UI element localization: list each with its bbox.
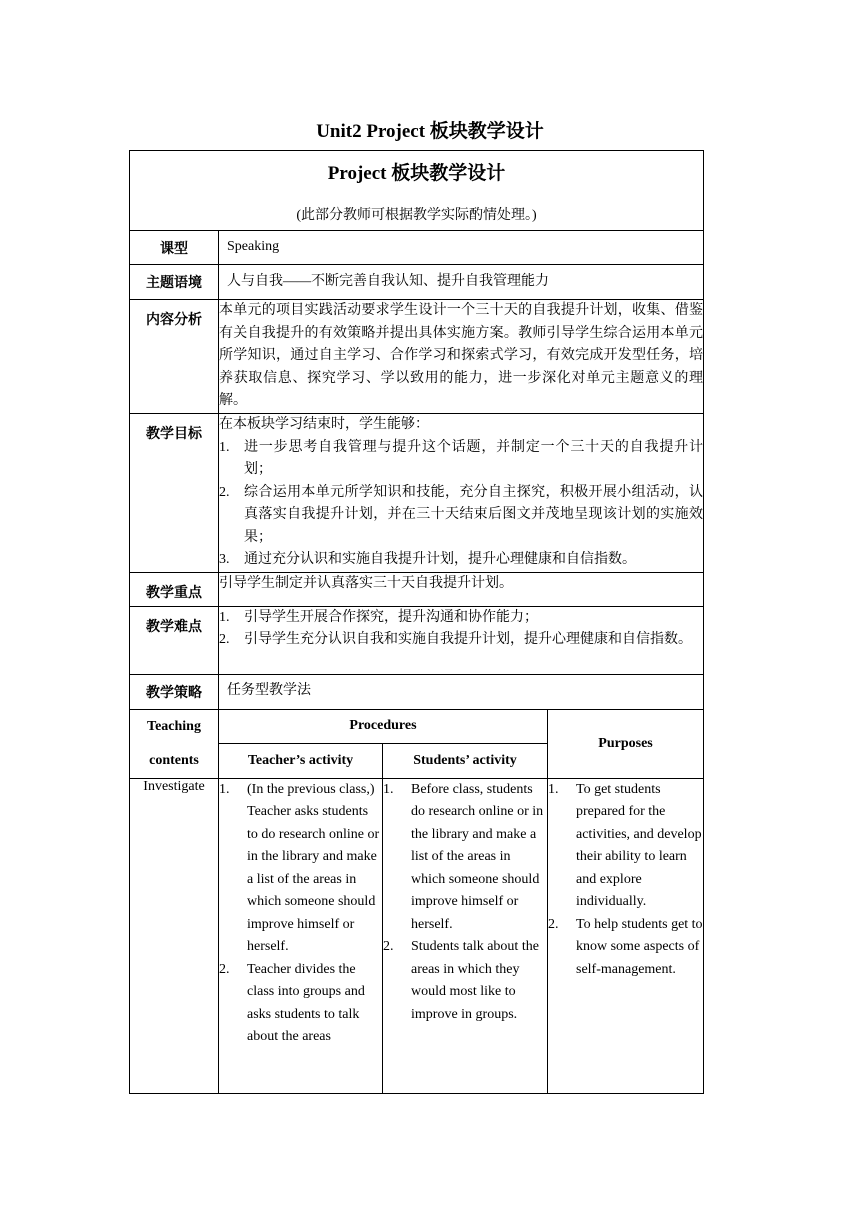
list-item: 1. Before class, students do research online or in the library and make a list of the areas in which someone should improve himself or herself. — [383, 781, 544, 932]
list-item: 3. 通过充分认识和实施自我提升计划，提升心理健康和自信指数。 — [219, 552, 636, 567]
list-item: 2. To help students get to know some aspects of self-management. — [548, 916, 703, 977]
table-note: (此部分教师可根据教学实际酌情处理。) — [296, 208, 537, 223]
key-points-value: 引导学生制定并认真落实三十天自我提升计划。 — [219, 572, 704, 606]
list-item: 2. 引导学生充分认识自我和实施自我提升计划，提升心理健康和自信指数。 — [219, 632, 692, 647]
list-item: 1. To get students prepared for the activities, and develop their ability to learn and explore individually. — [548, 781, 702, 909]
list-item: 2. Teacher divides the class into groups and asks students to talk about the areas — [219, 961, 365, 1044]
difficulties-label: 教学难点 — [130, 606, 219, 674]
list-item: 2. 综合运用本单元所学知识和技能，充分自主探究，积极开展小组活动，认真落实自我提升计划，并在三十天结束后图文并茂地呈现该计划的实施效果； — [219, 484, 704, 545]
list-item: 1. 进一步思考自我管理与提升这个话题，并制定一个三十天的自我提升计划； — [219, 439, 704, 477]
objectives-label: 教学目标 — [130, 414, 219, 573]
teacher-activity-header: Teacher’s activity — [219, 744, 383, 779]
teacher-activity-cell — [219, 778, 383, 1093]
lesson-type-label: 课型 — [130, 231, 219, 265]
strategy-label: 教学策略 — [130, 674, 219, 709]
table-title: Project 板块教学设计 — [327, 163, 506, 184]
students-activity-list — [383, 779, 547, 1027]
students-activity-cell — [383, 778, 548, 1093]
table-header — [130, 151, 704, 231]
list-item: 2. Students talk about the areas in which they would most like to improve in groups. — [383, 939, 539, 1022]
difficulties-list — [219, 607, 703, 652]
content-analysis-value: 本单元的项目实践活动要求学生设计一个三十天的自我提升计划，收集、借鉴有关自我提升的有效策略并提出具体实施方案。教师引导学生综合运用本单元所学知识，通过自主学习、合作学习和探索式学习，有效完成开发型任务，培养获取信息、探究学习、学以致用的能力，进一步深化对单元主题意义的理解。 — [219, 300, 704, 414]
key-points-label: 教学重点 — [130, 572, 219, 606]
teaching-content-cell: Investigate — [130, 778, 219, 1093]
procedures-header: Procedures — [219, 709, 548, 744]
purposes-cell — [548, 778, 704, 1093]
purposes-list — [548, 779, 703, 982]
list-item: 1. (In the previous class,) Teacher asks students to do research online or in the library and make a list of the areas in which someone should improve himself or herself. — [219, 781, 380, 954]
content-analysis-label: 内容分析 — [130, 300, 219, 414]
strategy-value: 任务型教学法 — [219, 674, 704, 709]
purposes-header: Purposes — [548, 709, 704, 778]
objectives-intro: 在本板块学习结束时，学生能够： — [219, 417, 429, 432]
students-activity-header: Students’ activity — [383, 744, 548, 779]
objectives-list — [219, 437, 703, 572]
teaching-contents-header: Teaching contents — [130, 709, 219, 778]
lesson-type-value: Speaking — [219, 231, 704, 265]
theme-value: 人与自我——不断完善自我认知、提升自我管理能力 — [219, 265, 704, 300]
objectives-value — [219, 414, 704, 573]
difficulties-value — [219, 606, 704, 674]
list-item: 1. 引导学生开展合作探究，提升沟通和协作能力； — [219, 609, 538, 625]
theme-label: 主题语境 — [130, 265, 219, 300]
teacher-activity-list — [219, 779, 382, 1049]
lesson-plan-table — [129, 150, 704, 1094]
document-title: Unit2 Project 板块教学设计 — [316, 121, 544, 142]
